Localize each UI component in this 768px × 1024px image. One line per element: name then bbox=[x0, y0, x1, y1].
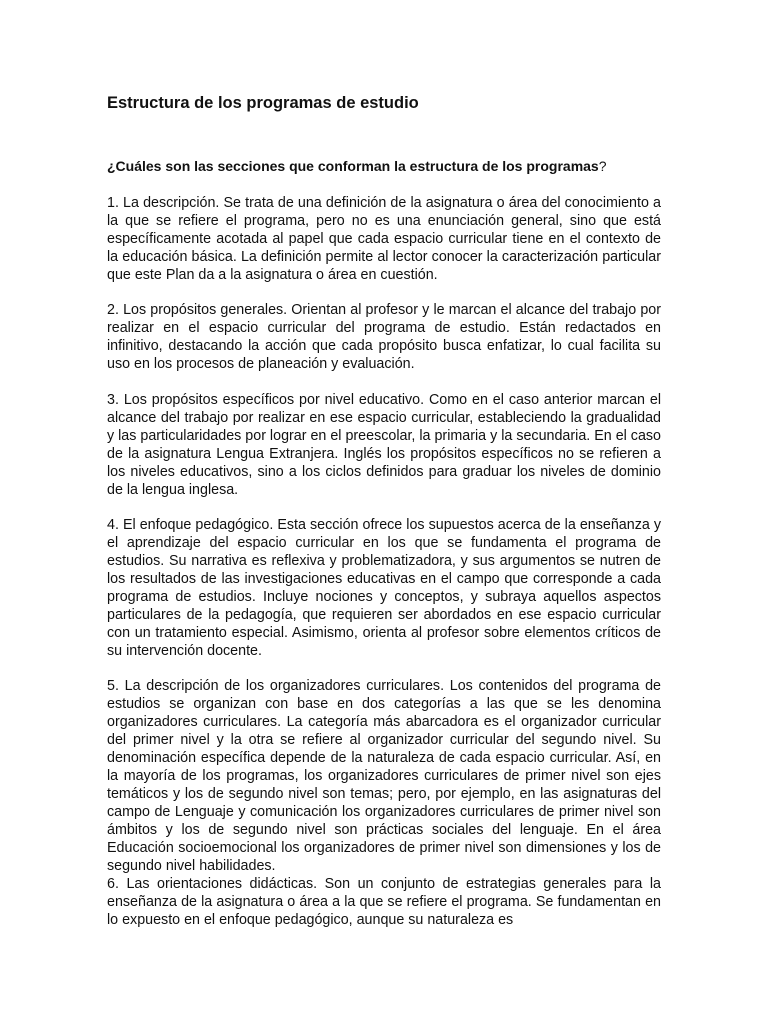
document-title: Estructura de los programas de estudio bbox=[107, 94, 419, 112]
paragraph-organizadores-curriculares: 5. La descripción de los organizadores curriculares. Los contenidos del programa de estudios se organizan con base en dos categorías a las que se les denomina organizadores curriculares. La categoría más abarcadora es el organizador curricular del primer nivel y la otra se refiere al organizador curricular del segundo nivel. Su denominación específica depende de la naturaleza de cada espacio curricular. Así, en la mayoría de los programas, los organizadores curriculares de primer nivel son ejes temáticos y los de segundo nivel son temas; pero, por ejemplo, en las asignaturas del campo de Lenguaje y comunicación los organizadores curriculares de primer nivel son ámbitos y los de segundo nivel son prácticas sociales del lenguaje. En el área Educación socioemocional los organizadores de primer nivel son dimensiones y los de segundo nivel habilidades. bbox=[107, 678, 661, 874]
paragraph-descripcion: 1. La descripción. Se trata de una definición de la asignatura o área del conocimiento a la que se refiere el programa, pero no es una enunciación general, sino que está específicamente acotada al papel que cada espacio curricular tiene en el contexto de la educación básica. La definición permite al lector conocer la caracterización particular que este Plan da a la asignatura o área en cuestión. bbox=[107, 195, 661, 283]
paragraph-enfoque-pedagogico: 4. El enfoque pedagógico. Esta sección ofrece los supuestos acerca de la enseñanza y el aprendizaje del espacio curricular en los que se fundamenta el programa de estudios. Su narrativa es reflexiva y problematizadora, y sus argumentos se nutren de los resultados de las investigaciones educativas en el campo que corresponde a cada programa de estudios. Incluye nociones y conceptos, y subraya aquellos aspectos particulares de la pedagogía, que requieren ser abordados en ese espacio curricular con un tratamiento especial. Asimismo, orienta al profesor sobre elementos críticos de su intervención docente. bbox=[107, 517, 661, 659]
section-question-mark: ? bbox=[598, 158, 607, 174]
paragraph-orientaciones-didacticas: 6. Las orientaciones didácticas. Son un conjunto de estrategias generales para la enseñanza de la asignatura o área a la que se refiere el programa. Se fundamentan en lo expuesto en el enfoque pedagógico, aunque su naturaleza es bbox=[107, 876, 661, 928]
paragraph-propositos-generales: 2. Los propósitos generales. Orientan al profesor y le marcan el alcance del trabajo por realizar en el espacio curricular del programa de estudio. Están redactados en infinitivo, destacando la acción que cada propósito busca enfatizar, lo cual facilita su uso en los procesos de planeación y evaluación. bbox=[107, 302, 661, 372]
section-question bbox=[107, 156, 661, 176]
section-question-text: ¿Cuáles son las secciones que conforman la estructura de los programas bbox=[107, 158, 599, 174]
paragraph-propositos-especificos: 3. Los propósitos específicos por nivel educativo. Como en el caso anterior marcan el alcance del trabajo por realizar en ese espacio curricular, estableciendo la gradualidad y las particularidades por lograr en el preescolar, la primaria y la secundaria. En el caso de la asignatura Lengua Extranjera. Inglés los propósitos específicos no se refieren a los niveles educativos, sino a los ciclos definidos para graduar los niveles de dominio de la lengua inglesa. bbox=[107, 392, 661, 498]
